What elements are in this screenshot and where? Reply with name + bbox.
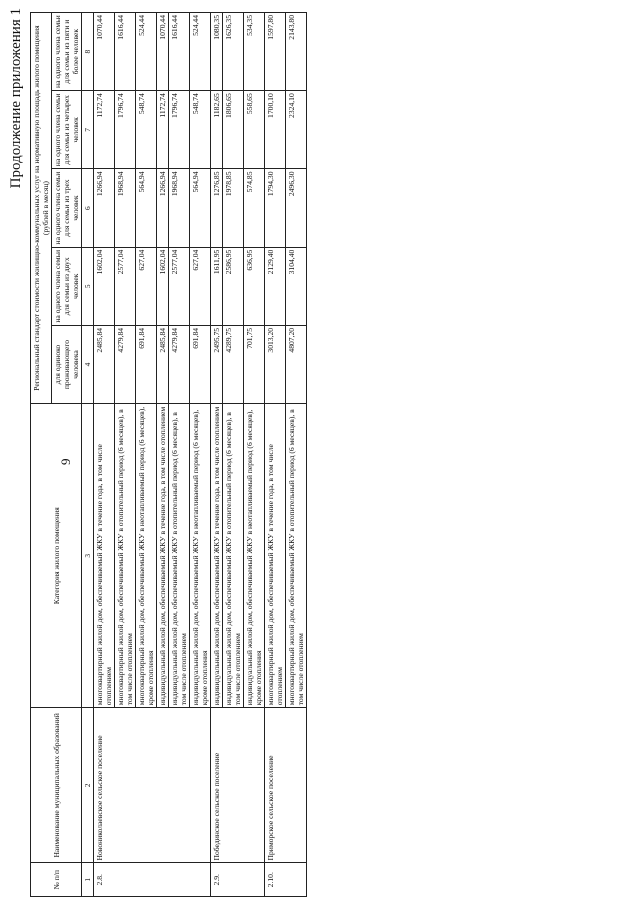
value-cell: 1080,35	[211, 13, 223, 91]
column-number: 4	[82, 325, 94, 403]
value-cell: 1806,65	[223, 91, 244, 169]
value-cell: 2324,10	[286, 91, 307, 169]
value-cell: 2586,95	[223, 247, 244, 325]
category-cell: индивидуальный жилой дом, обеспечиваемый ЖКУ в неотапливаемый период (6 месяцев), кроме отопления	[190, 404, 211, 708]
category-cell: многоквартирный жилой дом, обеспечиваемый ЖКУ в течение года, в том числе отоплением	[265, 404, 286, 708]
value-cell: 2485,84	[157, 325, 169, 403]
value-cell: 2129,40	[265, 247, 286, 325]
value-cell: 1597,80	[265, 13, 286, 91]
value-cell: 691,84	[190, 325, 211, 403]
table-row	[94, 13, 115, 897]
value-cell: 548,74	[190, 91, 211, 169]
municipality-name: Новониколаевское сельское поселение	[94, 708, 211, 863]
category-cell: многоквартирный жилой дом, обеспечиваемый ЖКУ в течение года, в том числе отоплением	[94, 404, 115, 708]
value-cell: 564,94	[136, 169, 157, 247]
value-cell: 1172,74	[157, 91, 169, 169]
value-cell: 558,65	[244, 91, 265, 169]
header-col4: на одного члена семьи для семьи из четырех человек	[52, 91, 82, 169]
tariff-table	[30, 12, 307, 897]
value-cell: 2577,04	[115, 247, 136, 325]
value-cell: 524,44	[190, 13, 211, 91]
value-cell: 1968,94	[115, 169, 136, 247]
value-cell: 1616,44	[169, 13, 190, 91]
value-cell: 1700,10	[265, 91, 286, 169]
column-number: 7	[82, 91, 94, 169]
value-cell: 2143,80	[286, 13, 307, 91]
value-cell: 701,75	[244, 325, 265, 403]
category-cell: многоквартирный жилой дом, обеспечиваемый ЖКУ в неотапливаемый период (6 месяцев), кроме отопления	[136, 404, 157, 708]
value-cell: 3013,20	[265, 325, 286, 403]
column-number: 1	[82, 863, 94, 897]
value-cell: 1602,04	[94, 247, 115, 325]
value-cell: 1796,74	[115, 91, 136, 169]
header-col2: на одного члена семьи для семьи из двух человек	[52, 247, 82, 325]
column-number: 3	[82, 404, 94, 708]
header-col5: на одного члена семьи для семьи из пяти и более человек	[52, 13, 82, 91]
value-cell: 4279,84	[115, 325, 136, 403]
value-cell: 4289,75	[223, 325, 244, 403]
value-cell: 2485,84	[94, 325, 115, 403]
value-cell: 548,74	[136, 91, 157, 169]
row-number: 2.8.	[94, 863, 211, 897]
value-cell: 691,84	[136, 325, 157, 403]
row-number: 2.10.	[265, 863, 307, 897]
value-cell: 564,94	[190, 169, 211, 247]
value-cell: 1611,95	[211, 247, 223, 325]
row-number: 2.9.	[211, 863, 265, 897]
value-cell: 1276,85	[211, 169, 223, 247]
column-number: 6	[82, 169, 94, 247]
column-number: 2	[82, 708, 94, 863]
value-cell: 1266,94	[94, 169, 115, 247]
value-cell: 1968,94	[169, 169, 190, 247]
value-cell: 574,85	[244, 169, 265, 247]
column-number: 5	[82, 247, 94, 325]
value-cell: 4807,20	[286, 325, 307, 403]
value-cell: 2577,04	[169, 247, 190, 325]
category-cell: индивидуальный жилой дом, обеспечиваемый ЖКУ в течение года, в том числе отоплением	[211, 404, 223, 708]
value-cell: 3104,40	[286, 247, 307, 325]
header-category: Категория жилого помещения	[31, 404, 82, 708]
continuation-label: Продолжение приложения 1	[8, 8, 24, 189]
category-cell: индивидуальный жилой дом, обеспечиваемый ЖКУ в отопительный период (6 месяцев), в том числе отоплением	[169, 404, 190, 708]
page-number: 9	[58, 458, 73, 465]
column-number: 8	[82, 13, 94, 91]
value-cell: 1602,04	[157, 247, 169, 325]
header-no: № п/п	[31, 863, 82, 897]
value-cell: 1182,65	[211, 91, 223, 169]
value-cell: 627,04	[190, 247, 211, 325]
value-cell: 1070,44	[157, 13, 169, 91]
value-cell: 1978,85	[223, 169, 244, 247]
column-numbers-row	[82, 13, 94, 897]
municipality-name: Побединское сельское поселение	[211, 708, 265, 863]
value-cell: 1266,94	[157, 169, 169, 247]
value-cell: 627,04	[136, 247, 157, 325]
value-cell: 1794,30	[265, 169, 286, 247]
category-cell: многоквартирный жилой дом, обеспечиваемый ЖКУ в отопительный период (6 месяцев), в том числе отоплением	[286, 404, 307, 708]
value-cell: 1070,44	[94, 13, 115, 91]
value-cell: 534,35	[244, 13, 265, 91]
value-cell: 636,95	[244, 247, 265, 325]
value-cell: 2496,30	[286, 169, 307, 247]
header-col3: на одного члена семьи для семьи из трех человек	[52, 169, 82, 247]
municipality-name: Приморское сельское поселение	[265, 708, 307, 863]
value-cell: 1796,74	[169, 91, 190, 169]
value-cell: 1626,35	[223, 13, 244, 91]
table-row	[211, 13, 223, 897]
value-cell: 4279,84	[169, 325, 190, 403]
category-cell: многоквартирный жилой дом, обеспечиваемый ЖКУ в отопительный период (6 месяцев), в том числе отоплением	[115, 404, 136, 708]
value-cell: 1616,44	[115, 13, 136, 91]
table-row	[265, 13, 286, 897]
value-cell: 2495,75	[211, 325, 223, 403]
category-cell: индивидуальный жилой дом, обеспечиваемый ЖКУ в отопительный период (6 месяцев), в том числе отоплением	[223, 404, 244, 708]
category-cell: индивидуальный жилой дом, обеспечиваемый ЖКУ в течение года, в том числе отоплением	[157, 404, 169, 708]
category-cell: индивидуальный жилой дом, обеспечиваемый ЖКУ в неотапливаемый период (6 месяцев), кроме отопления	[244, 404, 265, 708]
value-cell: 524,44	[136, 13, 157, 91]
value-cell: 1172,74	[94, 91, 115, 169]
header-col1: для одиноко проживающего человека	[52, 325, 82, 403]
header-municipality: Наименование муниципальных образований	[31, 708, 82, 863]
header-standard: Региональный стандарт стоимости жилищно-коммунальных услуг на нормативную площадь жилого помещения (рублей в месяц)	[31, 13, 52, 404]
